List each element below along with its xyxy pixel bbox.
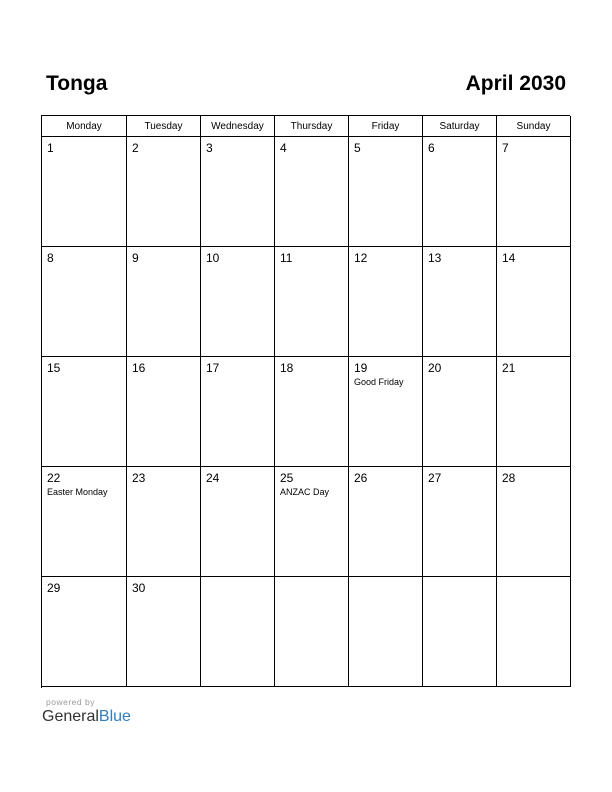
day-cell [349,577,423,687]
day-cell [497,467,571,577]
day-number: 25 [280,471,294,485]
day-number: 11 [280,251,293,265]
powered-by-text: powered by [46,697,95,707]
day-cell [275,357,349,467]
day-cell [275,577,349,687]
day-number: 9 [132,251,139,265]
day-number: 3 [206,141,213,155]
day-cell [423,247,497,357]
day-cell [275,247,349,357]
holiday-label: Easter Monday [47,487,108,497]
day-cell [127,137,201,247]
day-number: 5 [354,141,361,155]
day-number: 14 [502,251,516,265]
day-cell [201,467,275,577]
day-cell [201,357,275,467]
day-cell [127,577,201,687]
day-cell [42,357,127,467]
day-number: 21 [502,361,516,375]
day-number: 1 [47,141,54,155]
day-number: 17 [206,361,220,375]
day-number: 12 [354,251,368,265]
day-number: 8 [47,251,54,265]
weekday-header-thursday: Thursday [275,116,349,137]
weekday-header-saturday: Saturday [423,116,497,137]
day-cell [497,247,571,357]
day-number: 27 [428,471,442,485]
day-cell [349,137,423,247]
day-number: 20 [428,361,442,375]
day-number: 18 [280,361,294,375]
day-cell [349,467,423,577]
day-cell [42,467,127,577]
day-cell [423,137,497,247]
day-number: 10 [206,251,220,265]
day-number: 29 [47,581,61,595]
day-cell [349,357,423,467]
day-cell [423,467,497,577]
day-cell [201,247,275,357]
day-cell [497,577,571,687]
country-title: Tonga [46,72,108,95]
weekday-header-wednesday: Wednesday [201,116,275,137]
day-cell [42,247,127,357]
day-cell [127,247,201,357]
day-cell [423,357,497,467]
day-number: 6 [428,141,435,155]
day-number: 15 [47,361,61,375]
brand-blue: Blue [98,708,131,725]
day-number: 19 [354,361,368,375]
day-number: 24 [206,471,220,485]
day-number: 28 [502,471,516,485]
weekday-header-friday: Friday [349,116,423,137]
weekday-header-tuesday: Tuesday [127,116,201,137]
day-cell [201,137,275,247]
day-cell [497,357,571,467]
day-number: 7 [502,141,509,155]
day-number: 23 [132,471,146,485]
day-number: 2 [132,141,139,155]
day-cell [201,577,275,687]
brand-general: General [42,708,99,725]
day-cell [423,577,497,687]
day-cell [127,467,201,577]
day-number: 4 [280,141,287,155]
day-cell [127,357,201,467]
day-cell [42,137,127,247]
day-number: 30 [132,581,146,595]
holiday-label: ANZAC Day [280,487,330,497]
holiday-label: Good Friday [354,377,404,387]
day-cell [275,137,349,247]
day-number: 13 [428,251,442,265]
weekday-header-sunday: Sunday [497,116,571,137]
day-number: 26 [354,471,368,485]
calendar-grid [41,115,570,688]
month-title: April 2030 [465,72,566,95]
day-cell [497,137,571,247]
day-number: 16 [132,361,146,375]
generalblue-logo[interactable] [42,708,131,726]
weekday-header-monday: Monday [42,116,127,137]
day-number: 22 [47,471,61,485]
day-cell [275,467,349,577]
day-cell [42,577,127,687]
day-cell [349,247,423,357]
